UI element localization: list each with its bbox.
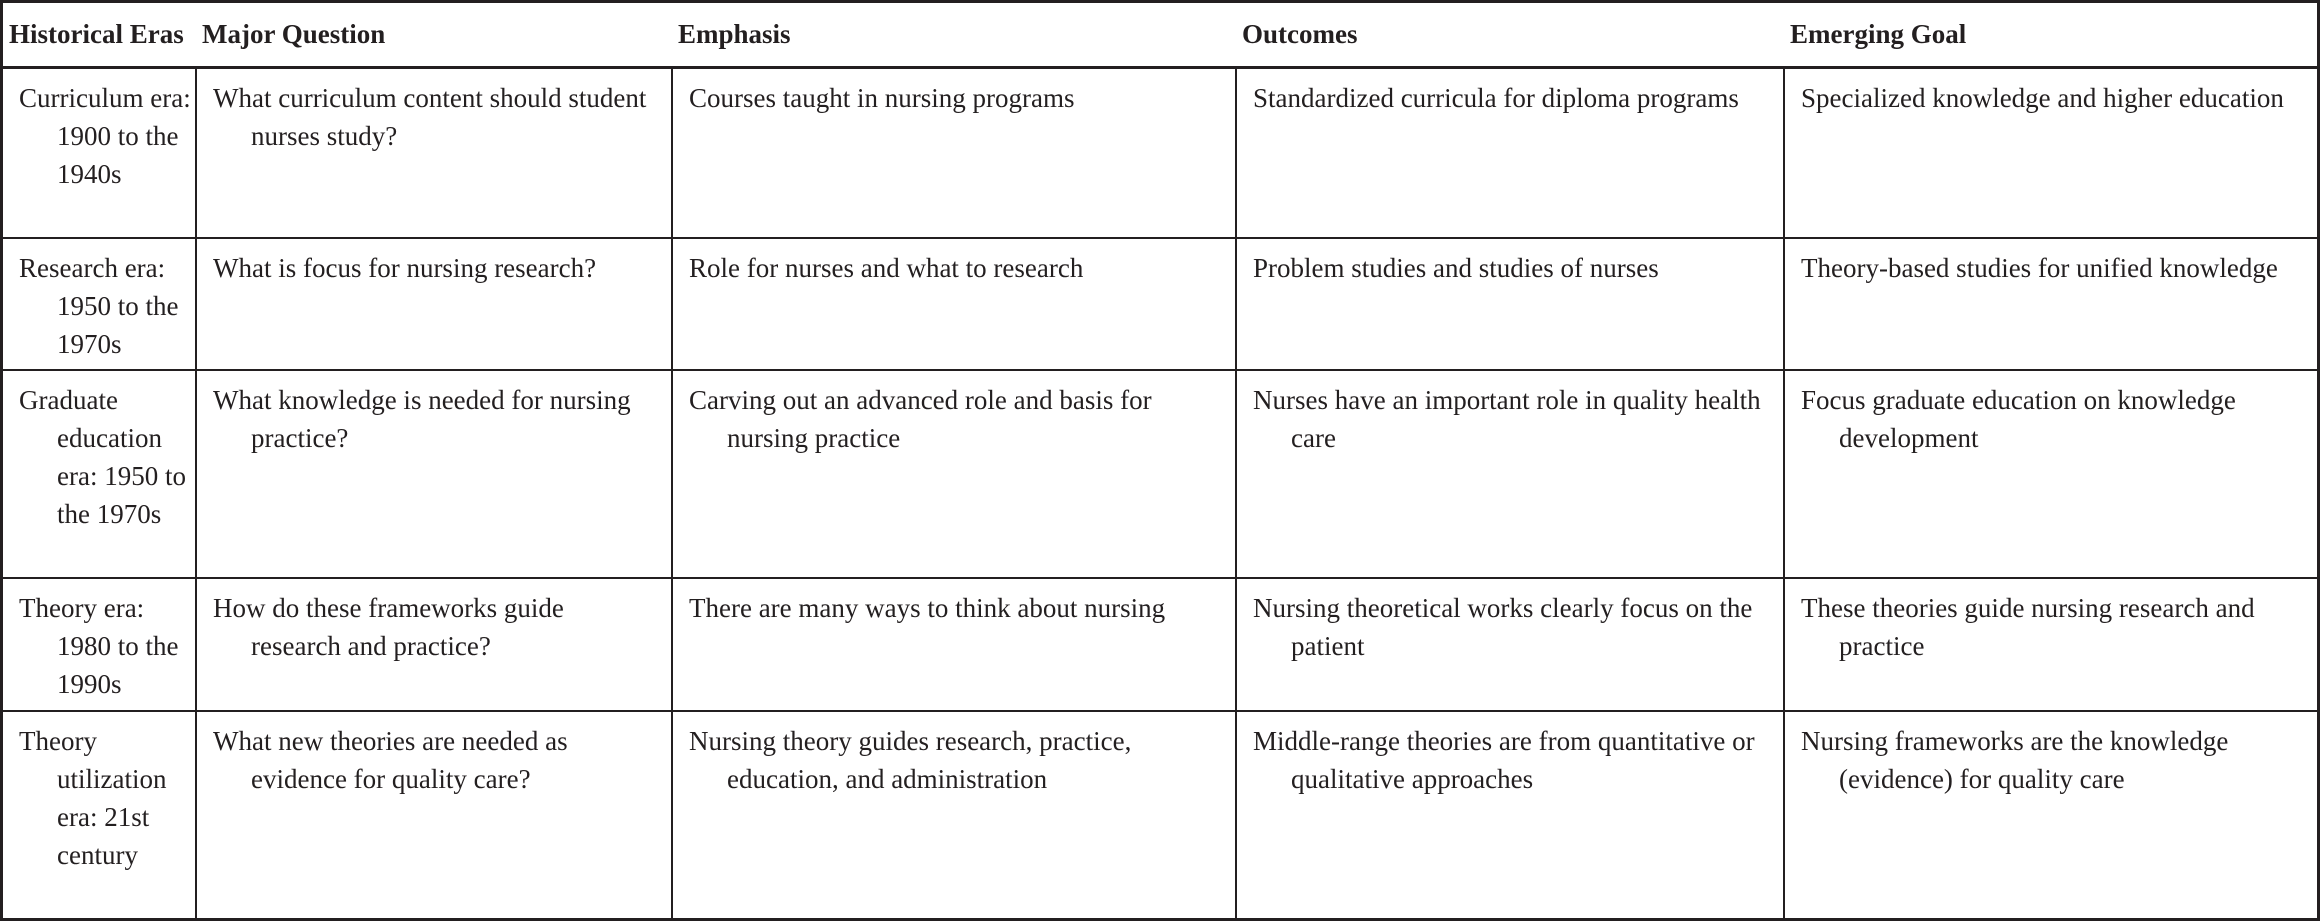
outcomes-text: Problem studies and studies of nurses bbox=[1253, 253, 1659, 283]
outcomes-text: Middle-range theories are from quantitative or qualitative approaches bbox=[1253, 726, 1755, 794]
question-text: What new theories are needed as evidence for quality care? bbox=[213, 726, 568, 794]
header-historical-eras: Historical Eras bbox=[3, 3, 196, 67]
nursing-eras-table bbox=[3, 3, 2320, 920]
emphasis-cell bbox=[672, 238, 1236, 370]
era-text: Curriculum era: 1900 to the 1940s bbox=[19, 82, 191, 189]
outcomes-cell bbox=[1236, 370, 1784, 578]
question-text: What knowledge is needed for nursing practice? bbox=[213, 385, 631, 453]
question-text: What curriculum content should student nurses study? bbox=[213, 82, 647, 151]
goal-text: Theory-based studies for unified knowledge bbox=[1801, 253, 2278, 283]
table-row bbox=[3, 238, 2320, 370]
header-major-question: Major Question bbox=[196, 3, 672, 67]
table-header-row bbox=[3, 3, 2320, 67]
question-text: What is focus for nursing research? bbox=[213, 253, 597, 283]
goal-cell bbox=[1784, 67, 2320, 238]
outcomes-text: Nursing theoretical works clearly focus on the patient bbox=[1253, 593, 1753, 661]
question-cell bbox=[196, 67, 672, 238]
era-cell bbox=[3, 578, 196, 711]
era-text: Research era: 1950 to the 1970s bbox=[19, 253, 179, 359]
header-emerging-goal: Emerging Goal bbox=[1784, 3, 2320, 67]
outcomes-text: Nurses have an important role in quality health care bbox=[1253, 385, 1761, 453]
emphasis-cell bbox=[672, 578, 1236, 711]
header-emphasis: Emphasis bbox=[672, 3, 1236, 67]
table-row bbox=[3, 711, 2320, 920]
era-cell bbox=[3, 370, 196, 578]
outcomes-cell bbox=[1236, 711, 1784, 920]
era-text: Graduate education era: 1950 to the 1970s bbox=[19, 385, 186, 529]
emphasis-cell bbox=[672, 711, 1236, 920]
goal-cell bbox=[1784, 370, 2320, 578]
outcomes-cell bbox=[1236, 238, 1784, 370]
emphasis-cell bbox=[672, 67, 1236, 238]
era-cell bbox=[3, 711, 196, 920]
era-text: Theory era: 1980 to the 1990s bbox=[19, 593, 179, 699]
goal-cell bbox=[1784, 711, 2320, 920]
goal-text: Specialized knowledge and higher education bbox=[1801, 82, 2284, 113]
emphasis-text: Courses taught in nursing programs bbox=[689, 82, 1075, 113]
table-row bbox=[3, 578, 2320, 711]
emphasis-text: Nursing theory guides research, practice, education, and administration bbox=[689, 726, 1132, 794]
emphasis-cell bbox=[672, 370, 1236, 578]
goal-cell bbox=[1784, 578, 2320, 711]
goal-text: Nursing frameworks are the knowledge (evidence) for quality care bbox=[1801, 726, 2229, 794]
table-row bbox=[3, 67, 2320, 238]
header-outcomes: Outcomes bbox=[1236, 3, 1784, 67]
outcomes-cell bbox=[1236, 578, 1784, 711]
outcomes-text: Standardized curricula for diploma programs bbox=[1253, 82, 1739, 113]
era-cell bbox=[3, 238, 196, 370]
goal-cell bbox=[1784, 238, 2320, 370]
goal-text: These theories guide nursing research and practice bbox=[1801, 593, 2255, 661]
emphasis-text: Carving out an advanced role and basis for nursing practice bbox=[689, 385, 1152, 453]
question-cell bbox=[196, 238, 672, 370]
question-cell bbox=[196, 711, 672, 920]
era-cell bbox=[3, 67, 196, 238]
table-row bbox=[3, 370, 2320, 578]
emphasis-text: Role for nurses and what to research bbox=[689, 253, 1084, 283]
outcomes-cell bbox=[1236, 67, 1784, 238]
question-cell bbox=[196, 370, 672, 578]
question-text: How do these frameworks guide research and practice? bbox=[213, 593, 564, 661]
question-cell bbox=[196, 578, 672, 711]
goal-text: Focus graduate education on knowledge development bbox=[1801, 385, 2236, 453]
era-text: Theory utilization era: 21st century bbox=[19, 726, 167, 870]
emphasis-text: There are many ways to think about nursing bbox=[689, 593, 1166, 623]
